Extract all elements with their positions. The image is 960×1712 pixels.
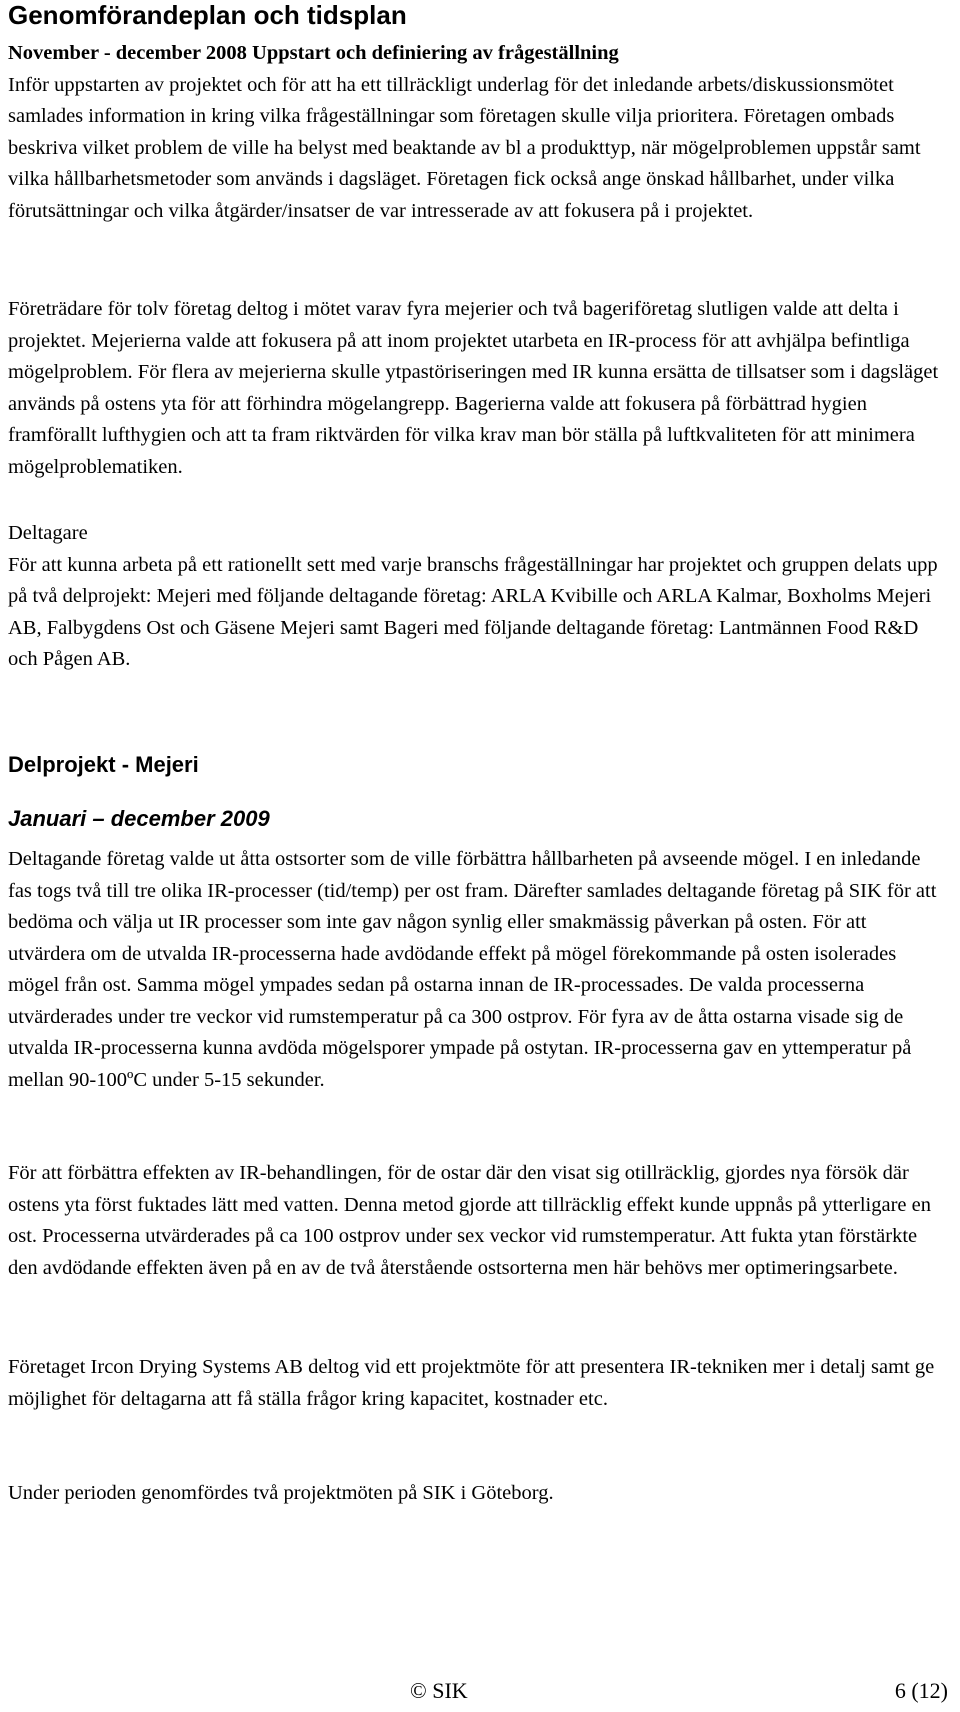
paragraph-project-meetings: Under perioden genomfördes två projektmöten på SIK i Göteborg. (8, 1482, 554, 1504)
section-deltagare (8, 518, 946, 676)
deltagare-body: För att kunna arbeta på ett rationellt sett med varje branschs frågeställningar har projektet och gruppen delats upp på två delprojekt: Mejeri med följande deltagande företag: ARLA Kvibille och ARLA Kalmar, Boxholms Mejeri AB, Falbygdens Ost och Gäsene Mejeri samt Bageri med följande deltagande företag: Lantmännen Food R&D och Pågen AB. (8, 553, 938, 670)
footer-organization (410, 1676, 468, 1706)
deltagare-title: Deltagare (8, 522, 88, 544)
delprojekt-title: Delprojekt - Mejeri (8, 752, 199, 777)
paragraph-participants-meeting: Företrädare för tolv företag deltog i mötet varav fyra mejerier och två bageriföretag slutligen valde att delta i projektet. Mejerierna valde att fokusera på att inom projektet utarbeta en IR-process för att avhjälpa befintliga mögelproblem. För flera av mejerierna skulle ytpastöriseringen med IR kunna ersätta de tillsatser som i dagsläget används på ostens yta för att förhindra mögelangrepp. Bagerierna valde att fokusera på förbättrad hygien framförallt lufthygien och att ta fram riktvärden för vilka krav man bör ställa på luftkvaliteten för att minimera mögelproblematiken. (8, 298, 939, 478)
paragraph-ircon: Företaget Ircon Drying Systems AB deltog vid ett projektmöte för att presentera IR-tekniken mer i detalj samt ge möjlighet för deltagarna att få ställa frågor kring kapacitet, kostnader etc. (8, 1356, 935, 1410)
section-intro-body: Inför uppstarten av projektet och för att ha ett tillräckligt underlag för det inledande arbets/diskussionsmötet samlades information in kring vilka frågeställningar som företagen skulle vilja prioritera. Företagen ombads beskriva vilket problem de ville ha belyst med beaktande av bl a produkttyp, när mögelproblemen uppstår samt vilka hållbarhetsmetoder som används i dagsläget. Företagen fick också ange önskad hållbarhet, under vilka förutsättningar och vilka åtgärder/insatser de var intresserade av att fokusera på i projektet. (8, 73, 921, 222)
page-number: 6 (12) (894, 1678, 948, 1703)
paragraph-mejeri-1: Deltagande företag valde ut åtta ostsorter som de ville förbättra hållbarheten på avseende mögel. I en inledande fas togs två till tre olika IR-processer (tid/temp) per ost fram. Därefter samlades deltagande företag på SIK för att bedöma och välja ut IR processer som inte gav någon synlig eller smakmässig påverkan på osten. För att utvärdera om de utvalda IR-processerna hade avdödande effekt på mögel förekommande på osten isolerades mögel från ost. Samma mögel ympades sedan på ostarna innan de IR-processades. De valda processerna utvärderades under tre veckor vid rumstemperatur på ca 300 ostprov. För fyra av de åtta ostarna visade sig de utvalda IR-processerna kunna avdöda mögelsporer ympade på ostytan. IR-processerna gav en yttemperatur på mellan 90-100ºC under 5-15 sekunder. (8, 848, 937, 1091)
period-title: Januari – december 2009 (8, 806, 270, 831)
section-title-nov-dec-2008: November - december 2008 Uppstart och definiering av frågeställning (8, 42, 619, 64)
copyright-icon: © (410, 1678, 427, 1703)
paragraph-mejeri-2: För att förbättra effekten av IR-behandlingen, för de ostar där den visat sig otillräcklig, gjordes nya försök där ostens yta först fuktades lätt med vatten. Denna metod gjorde att tillräcklig effekt kunde uppnås på ytterligare en ost. Processerna utvärderades på ca 100 ostprov under sex veckor vid rumstemperatur. Att fukta ytan förstärkte den avdödande effekten även på en av de två återstående ostsorterna men här behövs mer optimeringsarbete. (8, 1162, 931, 1279)
page-footer (0, 1676, 960, 1708)
section-intro (8, 38, 946, 227)
footer-org-name: SIK (432, 1678, 468, 1703)
page-heading: Genomförandeplan och tidsplan (8, 0, 407, 30)
